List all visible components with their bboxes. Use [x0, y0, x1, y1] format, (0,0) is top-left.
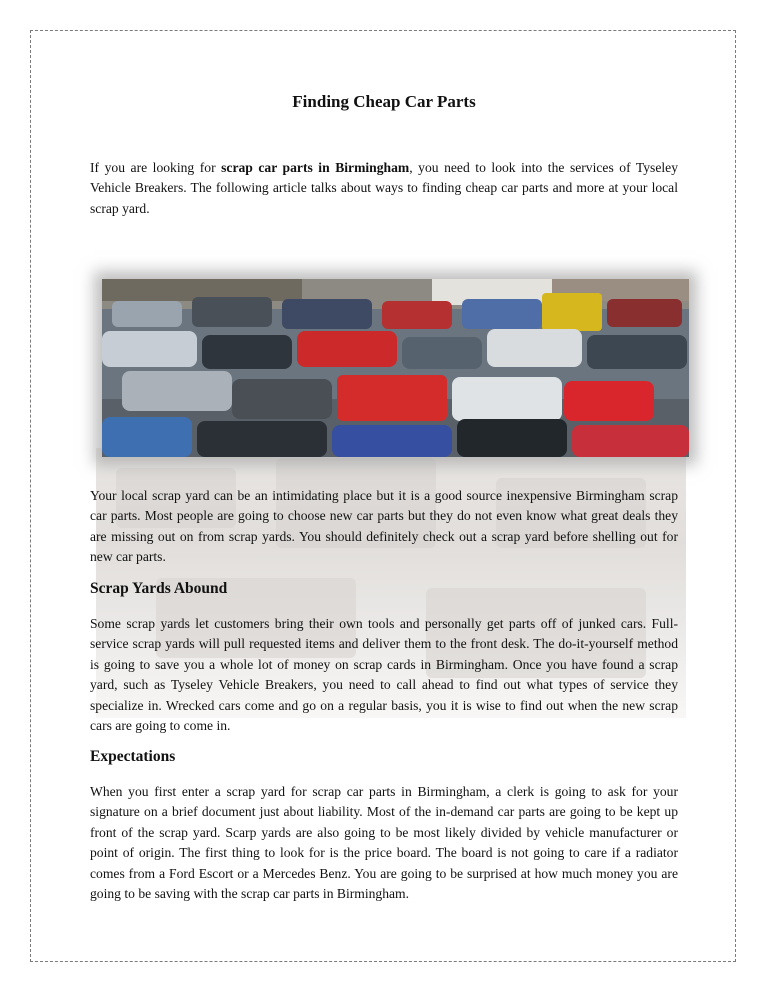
section-heading-expectations: Expectations [90, 748, 176, 765]
section-heading-scrap-yards: Scrap Yards Abound [90, 580, 228, 597]
paragraph-expectations: When you first enter a scrap yard for scrap car parts in Birmingham, a clerk is going to ask for your signature on a brief document just about liability. Most of the in-demand car parts are going to be kept up front of the scrap yard. Scarp yards are also going to be most likely divided by vehicle manufacturer or point of origin. The first thing to look for is the price board. The board is not going to care if a radiator comes from a Ford Escort or a Mercedes Benz. You are going to be surprised at how much money you are going to be saving with the scrap car parts in Birmingham. [90, 784, 678, 902]
intro-text-start: If you are looking for [90, 160, 222, 175]
intro-paragraph [90, 158, 678, 219]
paragraph-scrap-yard: Your local scrap yard can be an intimidating place but it is a good source inexpensive Birmingham scrap car parts. Most people are going to choose new car parts but they do not even know what great deals they are missing out on from scrap yards. You should definitely check out a scrap yard before shelling out for new car parts. [90, 488, 678, 565]
scrap-yard-illustration [102, 279, 689, 457]
paragraph-scrap-yards-abound: Some scrap yards let customers bring their own tools and personally get parts off of junked cars. Full-service scrap yards will pull requested items and deliver them to the front desk. The do-it-yourself method is going to save you a whole lot of money on scrap cards in Birmingham. Once you have found a scrap yard, such as Tyseley Vehicle Breakers, you need to call ahead to find out what types of service they specialize in. Wrecked cars come and go on a regular basis, you it is wise to find out when the new scrap cars are going to come in. [90, 616, 678, 734]
intro-keyword: scrap car parts in Birmingham [221, 160, 410, 175]
intro-text-end: , you need to look into the services of Tyseley Vehicle Breakers. The following article talks about ways to finding cheap car parts and more at your local scrap yard. [90, 160, 678, 216]
page-title: Finding Cheap Car Parts [292, 92, 476, 111]
scrap-yard-photo [102, 279, 689, 457]
